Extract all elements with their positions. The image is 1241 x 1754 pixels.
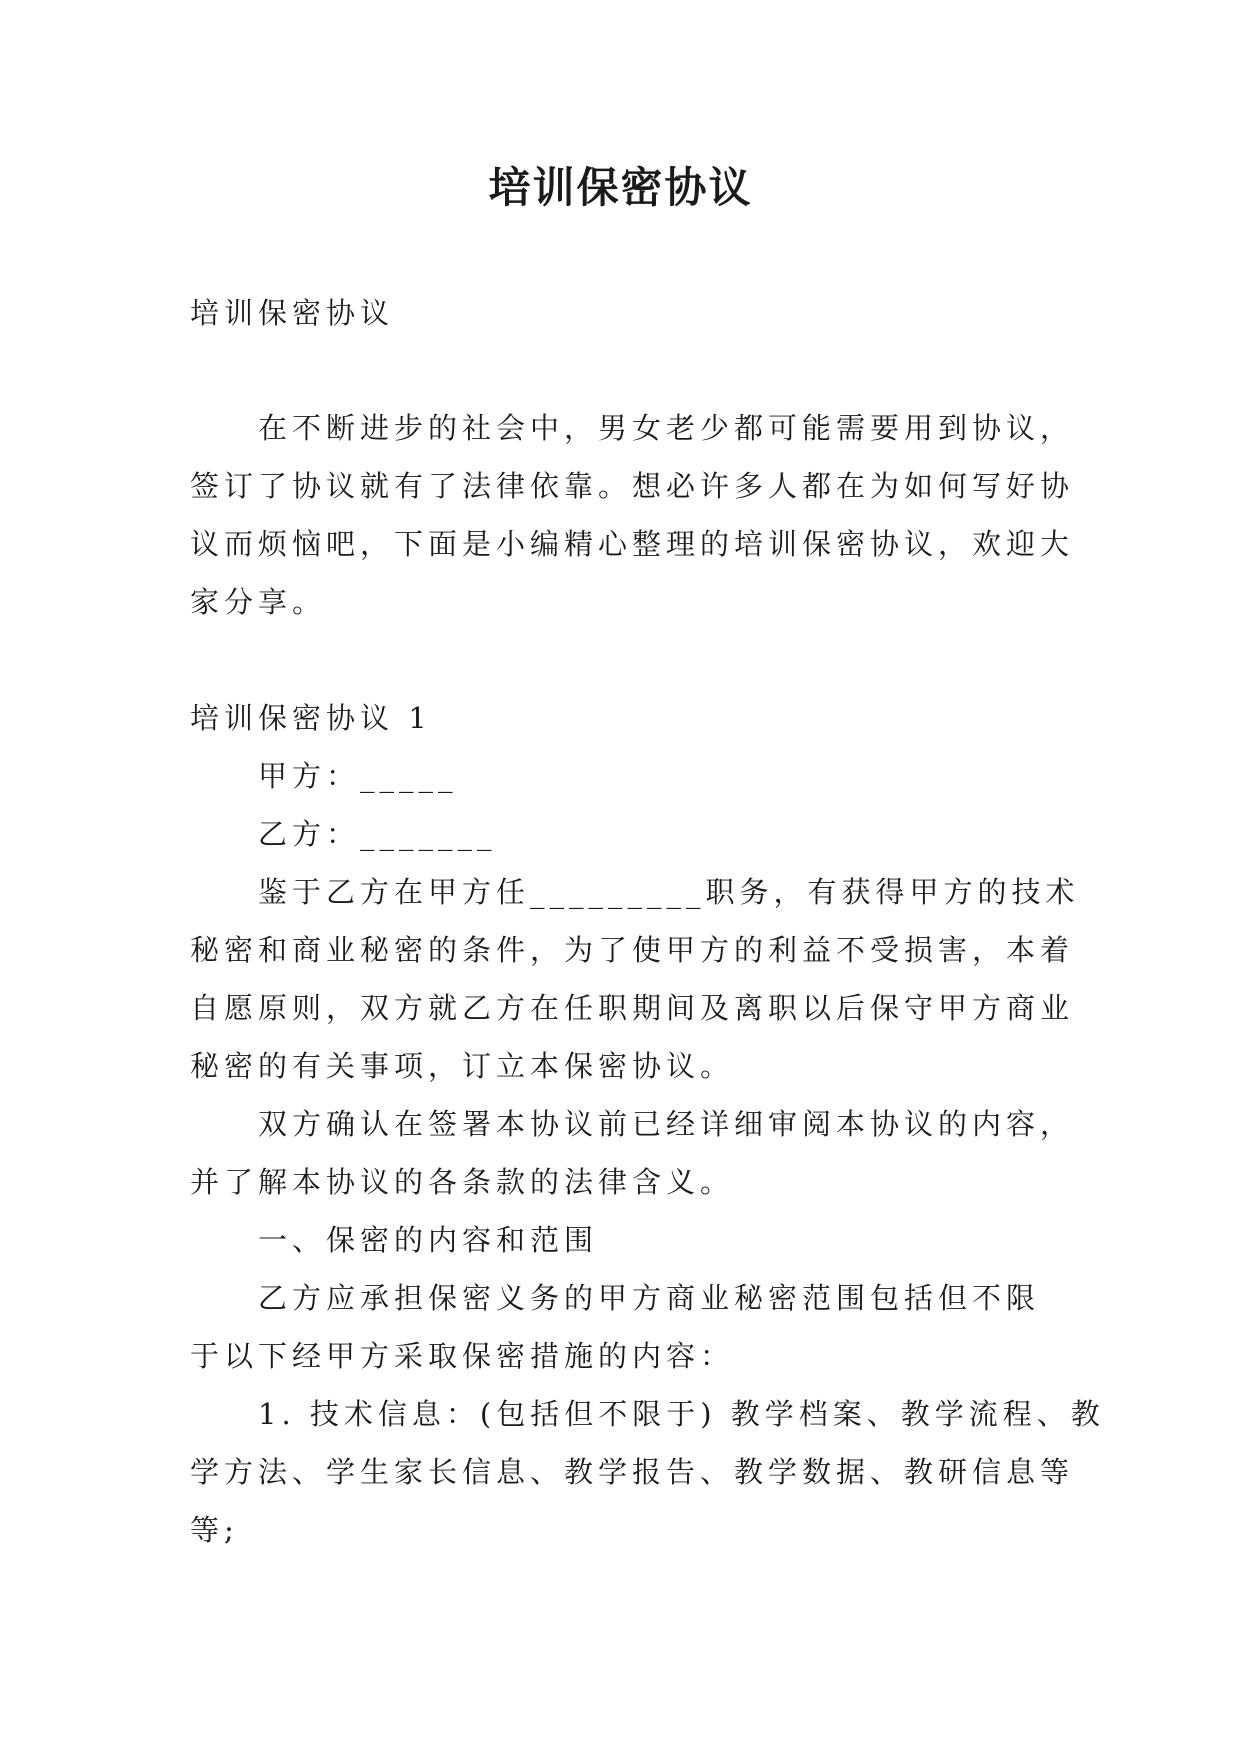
clause-1-line-2: 于以下经甲方采取保密措施的内容： (190, 1339, 735, 1373)
confirm-line-1: 双方确认在签署本协议前已经详细审阅本协议的内容， (258, 1107, 1075, 1141)
whereas-line-3: 自愿原则，双方就乙方在任职期间及离职以后保守甲方商业 (190, 991, 1075, 1025)
party-a-line: 甲方：_____ (258, 759, 458, 793)
item-1-line-1: 1. 技术信息：(包括但不限于) 教学档案、教学流程、教 (258, 1397, 1105, 1431)
section-heading: 培训保密协议 1 (190, 701, 432, 735)
intro-line-4: 家分享。 (190, 585, 327, 619)
intro-line-1: 在不断进步的社会中，男女老少都可能需要用到协议， (258, 411, 1075, 445)
document-title: 培训保密协议 (488, 163, 753, 212)
clause-1-heading: 一、保密的内容和范围 (258, 1223, 599, 1257)
intro-line-3: 议而烦恼吧，下面是小编精心整理的培训保密协议，欢迎大 (190, 527, 1075, 561)
confirm-line-2: 并了解本协议的各条款的法律含义。 (190, 1165, 735, 1199)
party-b-line: 乙方：_______ (258, 817, 497, 851)
clause-1-line-1: 乙方应承担保密义务的甲方商业秘密范围包括但不限 (258, 1281, 1041, 1315)
item-1-line-3: 等; (190, 1513, 239, 1547)
item-1-line-2: 学方法、学生家长信息、教学报告、教学数据、教研信息等 (190, 1455, 1075, 1489)
whereas-line-4: 秘密的有关事项，订立本保密协议。 (190, 1049, 735, 1083)
document-subtitle: 培训保密协议 (190, 296, 395, 330)
intro-line-2: 签订了协议就有了法律依靠。想必许多人都在为如何写好协 (190, 469, 1075, 503)
whereas-line-2: 秘密和商业秘密的条件，为了使甲方的利益不受损害，本着 (190, 933, 1075, 967)
whereas-line-1: 鉴于乙方在甲方任_________职务，有获得甲方的技术 (258, 875, 1080, 909)
